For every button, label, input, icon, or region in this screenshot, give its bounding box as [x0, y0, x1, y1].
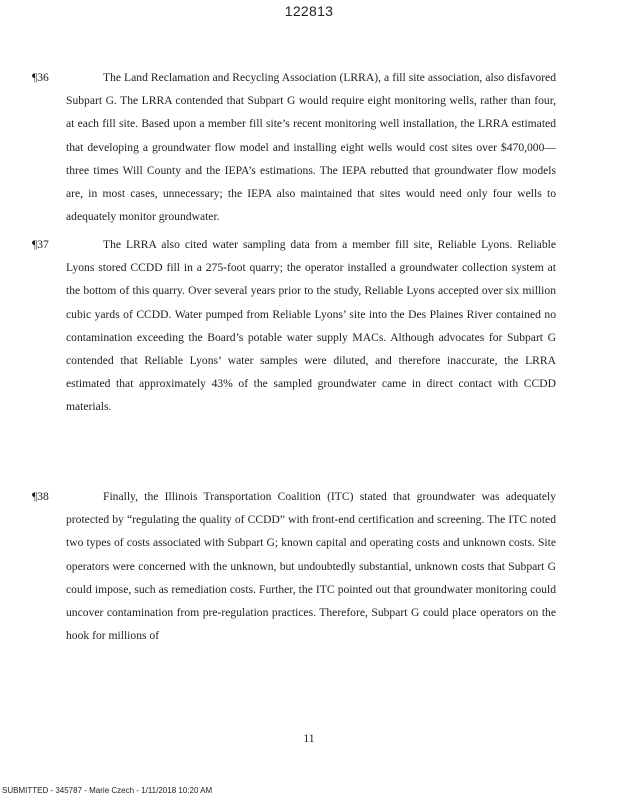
- document-number: 122813: [284, 3, 334, 19]
- page-number: 11: [303, 732, 315, 745]
- paragraph-marker: ¶36: [32, 71, 49, 84]
- submission-stamp: SUBMITTED - 345787 - Marie Czech - 1/11/2018 10:20 AM: [2, 786, 213, 795]
- paragraph-37: The LRRA also cited water sampling data from a member fill site, Reliable Lyons. Reliable Lyons stored CCDD fill in a 275-foot quarry; the operator installed a groundwater collection system at the bottom of this quarry. Over several years prior to the study, Reliable Lyons accepted over six million cubic yards of CCDD. Water pumped from Reliable Lyons’ site into the Des Plaines River contained no contamination exceeding the Board’s potable water supply MACs. Although advocates for Subpart G contended that Reliable Lyons’ water samples were diluted, and therefore inaccurate, the LRRA estimated that approximately 43% of the sampled groundwater came in direct contact with CCDD materials.: [66, 238, 556, 414]
- paragraph-36: The Land Reclamation and Recycling Association (LRRA), a fill site association, also disfavored Subpart G. The LRRA contended that Subpart G would require eight monitoring wells, rather than four, at each fill site. Based upon a member fill site’s recent monitoring well installation, the LRRA estimated that developing a groundwater flow model and installing eight wells would cost sites over $470,000—three times Will County and the IEPA’s estimations. The IEPA rebutted that groundwater flow models are, in most cases, unnecessary; the IEPA also maintained that sites would need only four wells to adequately monitor groundwater.: [66, 71, 556, 224]
- paragraph-38: Finally, the Illinois Transportation Coalition (ITC) stated that groundwater was adequately protected by “regulating the quality of CCDD” with front-end certification and screening. The ITC noted two types of costs associated with Subpart G; known capital and operating costs and unknown costs. Site operators were concerned with the unknown, but undoubtedly substantial, unknown costs that Subpart G could impose, such as remediation costs. Further, the ITC pointed out that groundwater monitoring could uncover contamination from pre-regulation practices. Therefore, Subpart G could place operators on the hook for millions of: [66, 490, 556, 643]
- paragraph-marker: ¶37: [32, 238, 49, 251]
- paragraph-marker: ¶38: [32, 490, 49, 503]
